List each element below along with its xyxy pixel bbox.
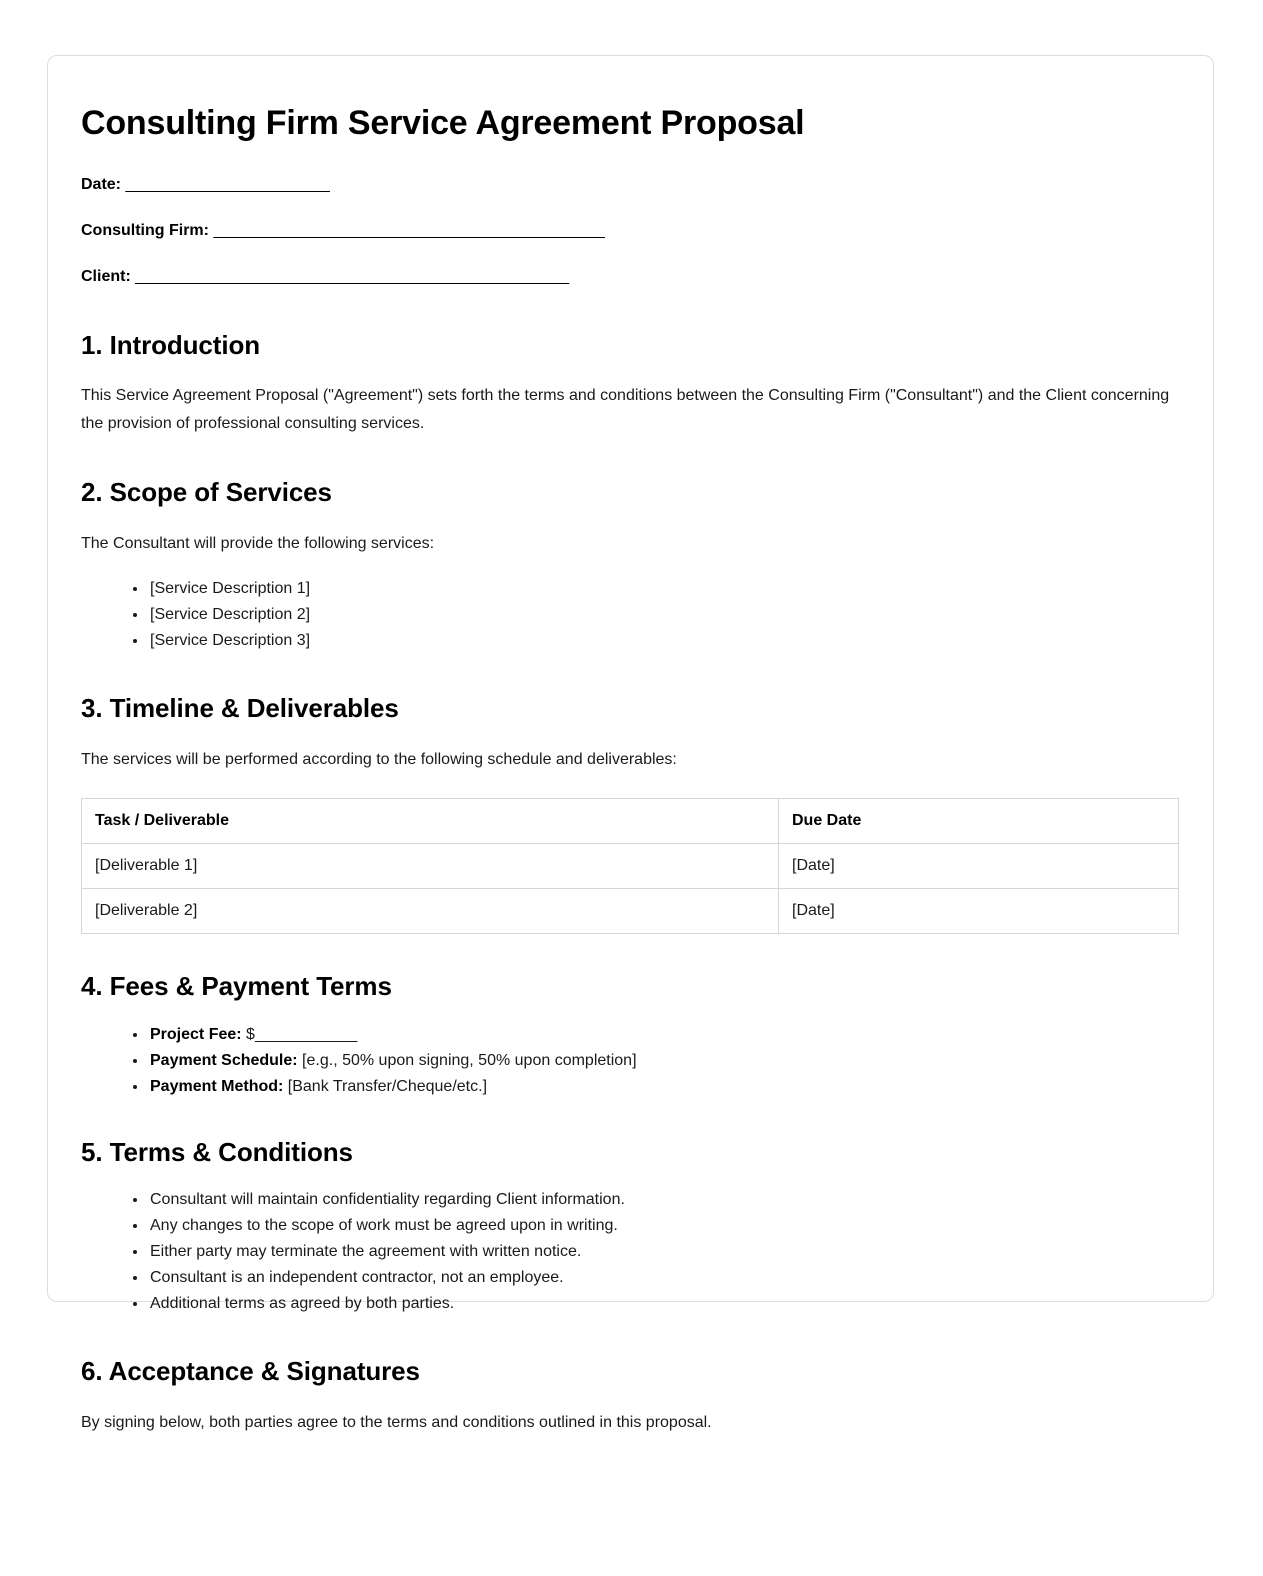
list-item-text: [Service Description 1] bbox=[150, 580, 311, 598]
introduction-paragraph: This Service Agreement Proposal ("Agreement") sets forth the terms and conditions between the Consulting Firm ("Consultant") and the Client concerning the provision of professional consulting services. bbox=[81, 387, 1170, 433]
meta-date-label: Date: bbox=[81, 175, 122, 193]
meta-date-line bbox=[81, 173, 1180, 197]
list-item bbox=[148, 1265, 1180, 1291]
fee-item-label: Payment Schedule: bbox=[150, 1051, 298, 1069]
section-heading-timeline-deliverables: 3. Timeline & Deliverables bbox=[81, 693, 399, 724]
terms-conditions-list bbox=[81, 1187, 1180, 1317]
meta-firm-blank: ______________________________________________ bbox=[213, 221, 605, 239]
section-heading-acceptance-signatures: 6. Acceptance & Signatures bbox=[81, 1356, 420, 1387]
section-heading-scope-of-services: 2. Scope of Services bbox=[81, 477, 332, 508]
deliverables-table bbox=[81, 798, 1179, 934]
list-item-text: Either party may terminate the agreement with written notice. bbox=[150, 1243, 582, 1261]
list-item bbox=[148, 602, 1180, 628]
list-item-text: Consultant will maintain confidentiality regarding Client information. bbox=[150, 1191, 625, 1209]
list-item-text: Consultant is an independent contractor, not an employee. bbox=[150, 1269, 564, 1287]
cell-due-date: [Date] bbox=[779, 888, 1179, 933]
meta-firm-label: Consulting Firm: bbox=[81, 221, 209, 239]
table-header-row bbox=[82, 798, 1179, 843]
list-item-text: Any changes to the scope of work must be agreed upon in writing. bbox=[150, 1217, 618, 1235]
list-item bbox=[148, 628, 1180, 654]
fee-item-value: $ bbox=[241, 1025, 255, 1043]
column-header-task: Task / Deliverable bbox=[82, 798, 779, 843]
list-item-text: [Service Description 3] bbox=[150, 632, 311, 650]
list-item bbox=[148, 1048, 1180, 1074]
table-row bbox=[82, 888, 1179, 933]
fee-item-blank: ____________ bbox=[254, 1025, 357, 1043]
meta-client-label: Client: bbox=[81, 267, 131, 285]
meta-client-blank: ___________________________________________________ bbox=[135, 267, 569, 285]
meta-client-line bbox=[81, 265, 1180, 289]
table-body bbox=[82, 843, 1179, 933]
list-item-text: [Service Description 2] bbox=[150, 606, 311, 624]
meta-date-blank: ________________________ bbox=[125, 175, 330, 193]
scope-intro-paragraph: The Consultant will provide the following services: bbox=[81, 535, 435, 553]
timeline-intro-paragraph: The services will be performed according to the following schedule and deliverables: bbox=[81, 750, 677, 768]
list-item bbox=[148, 576, 1180, 602]
document-card bbox=[47, 55, 1214, 1432]
fee-item-value: [Bank Transfer/Cheque/etc.] bbox=[283, 1077, 488, 1095]
document-body bbox=[48, 56, 1213, 1437]
column-header-due-date: Due Date bbox=[779, 798, 1179, 843]
list-item-text: Additional terms as agreed by both parties. bbox=[150, 1295, 455, 1313]
scope-services-list bbox=[81, 576, 1180, 654]
fee-item-value: [e.g., 50% upon signing, 50% upon completion] bbox=[297, 1051, 637, 1069]
list-item bbox=[148, 1022, 1180, 1048]
list-item bbox=[148, 1187, 1180, 1213]
fee-item-label: Payment Method: bbox=[150, 1077, 284, 1095]
list-item bbox=[148, 1213, 1180, 1239]
cell-task: [Deliverable 2] bbox=[82, 888, 779, 933]
page-title: Consulting Firm Service Agreement Proposal bbox=[81, 104, 805, 142]
list-item bbox=[148, 1074, 1180, 1100]
section-heading-fees-payment-terms: 4. Fees & Payment Terms bbox=[81, 970, 392, 1001]
section-heading-terms-conditions: 5. Terms & Conditions bbox=[81, 1136, 353, 1167]
acceptance-paragraph: By signing below, both parties agree to the terms and conditions outlined in this proposal. bbox=[81, 1414, 712, 1432]
fees-list bbox=[81, 1022, 1180, 1100]
list-item bbox=[148, 1239, 1180, 1265]
list-item bbox=[148, 1291, 1180, 1317]
fee-item-label: Project Fee: bbox=[150, 1025, 242, 1043]
section-heading-introduction: 1. Introduction bbox=[81, 329, 261, 360]
table-row bbox=[82, 843, 1179, 888]
cell-due-date: [Date] bbox=[779, 843, 1179, 888]
table-header bbox=[82, 798, 1179, 843]
meta-firm-line bbox=[81, 219, 1180, 243]
cell-task: [Deliverable 1] bbox=[82, 843, 779, 888]
